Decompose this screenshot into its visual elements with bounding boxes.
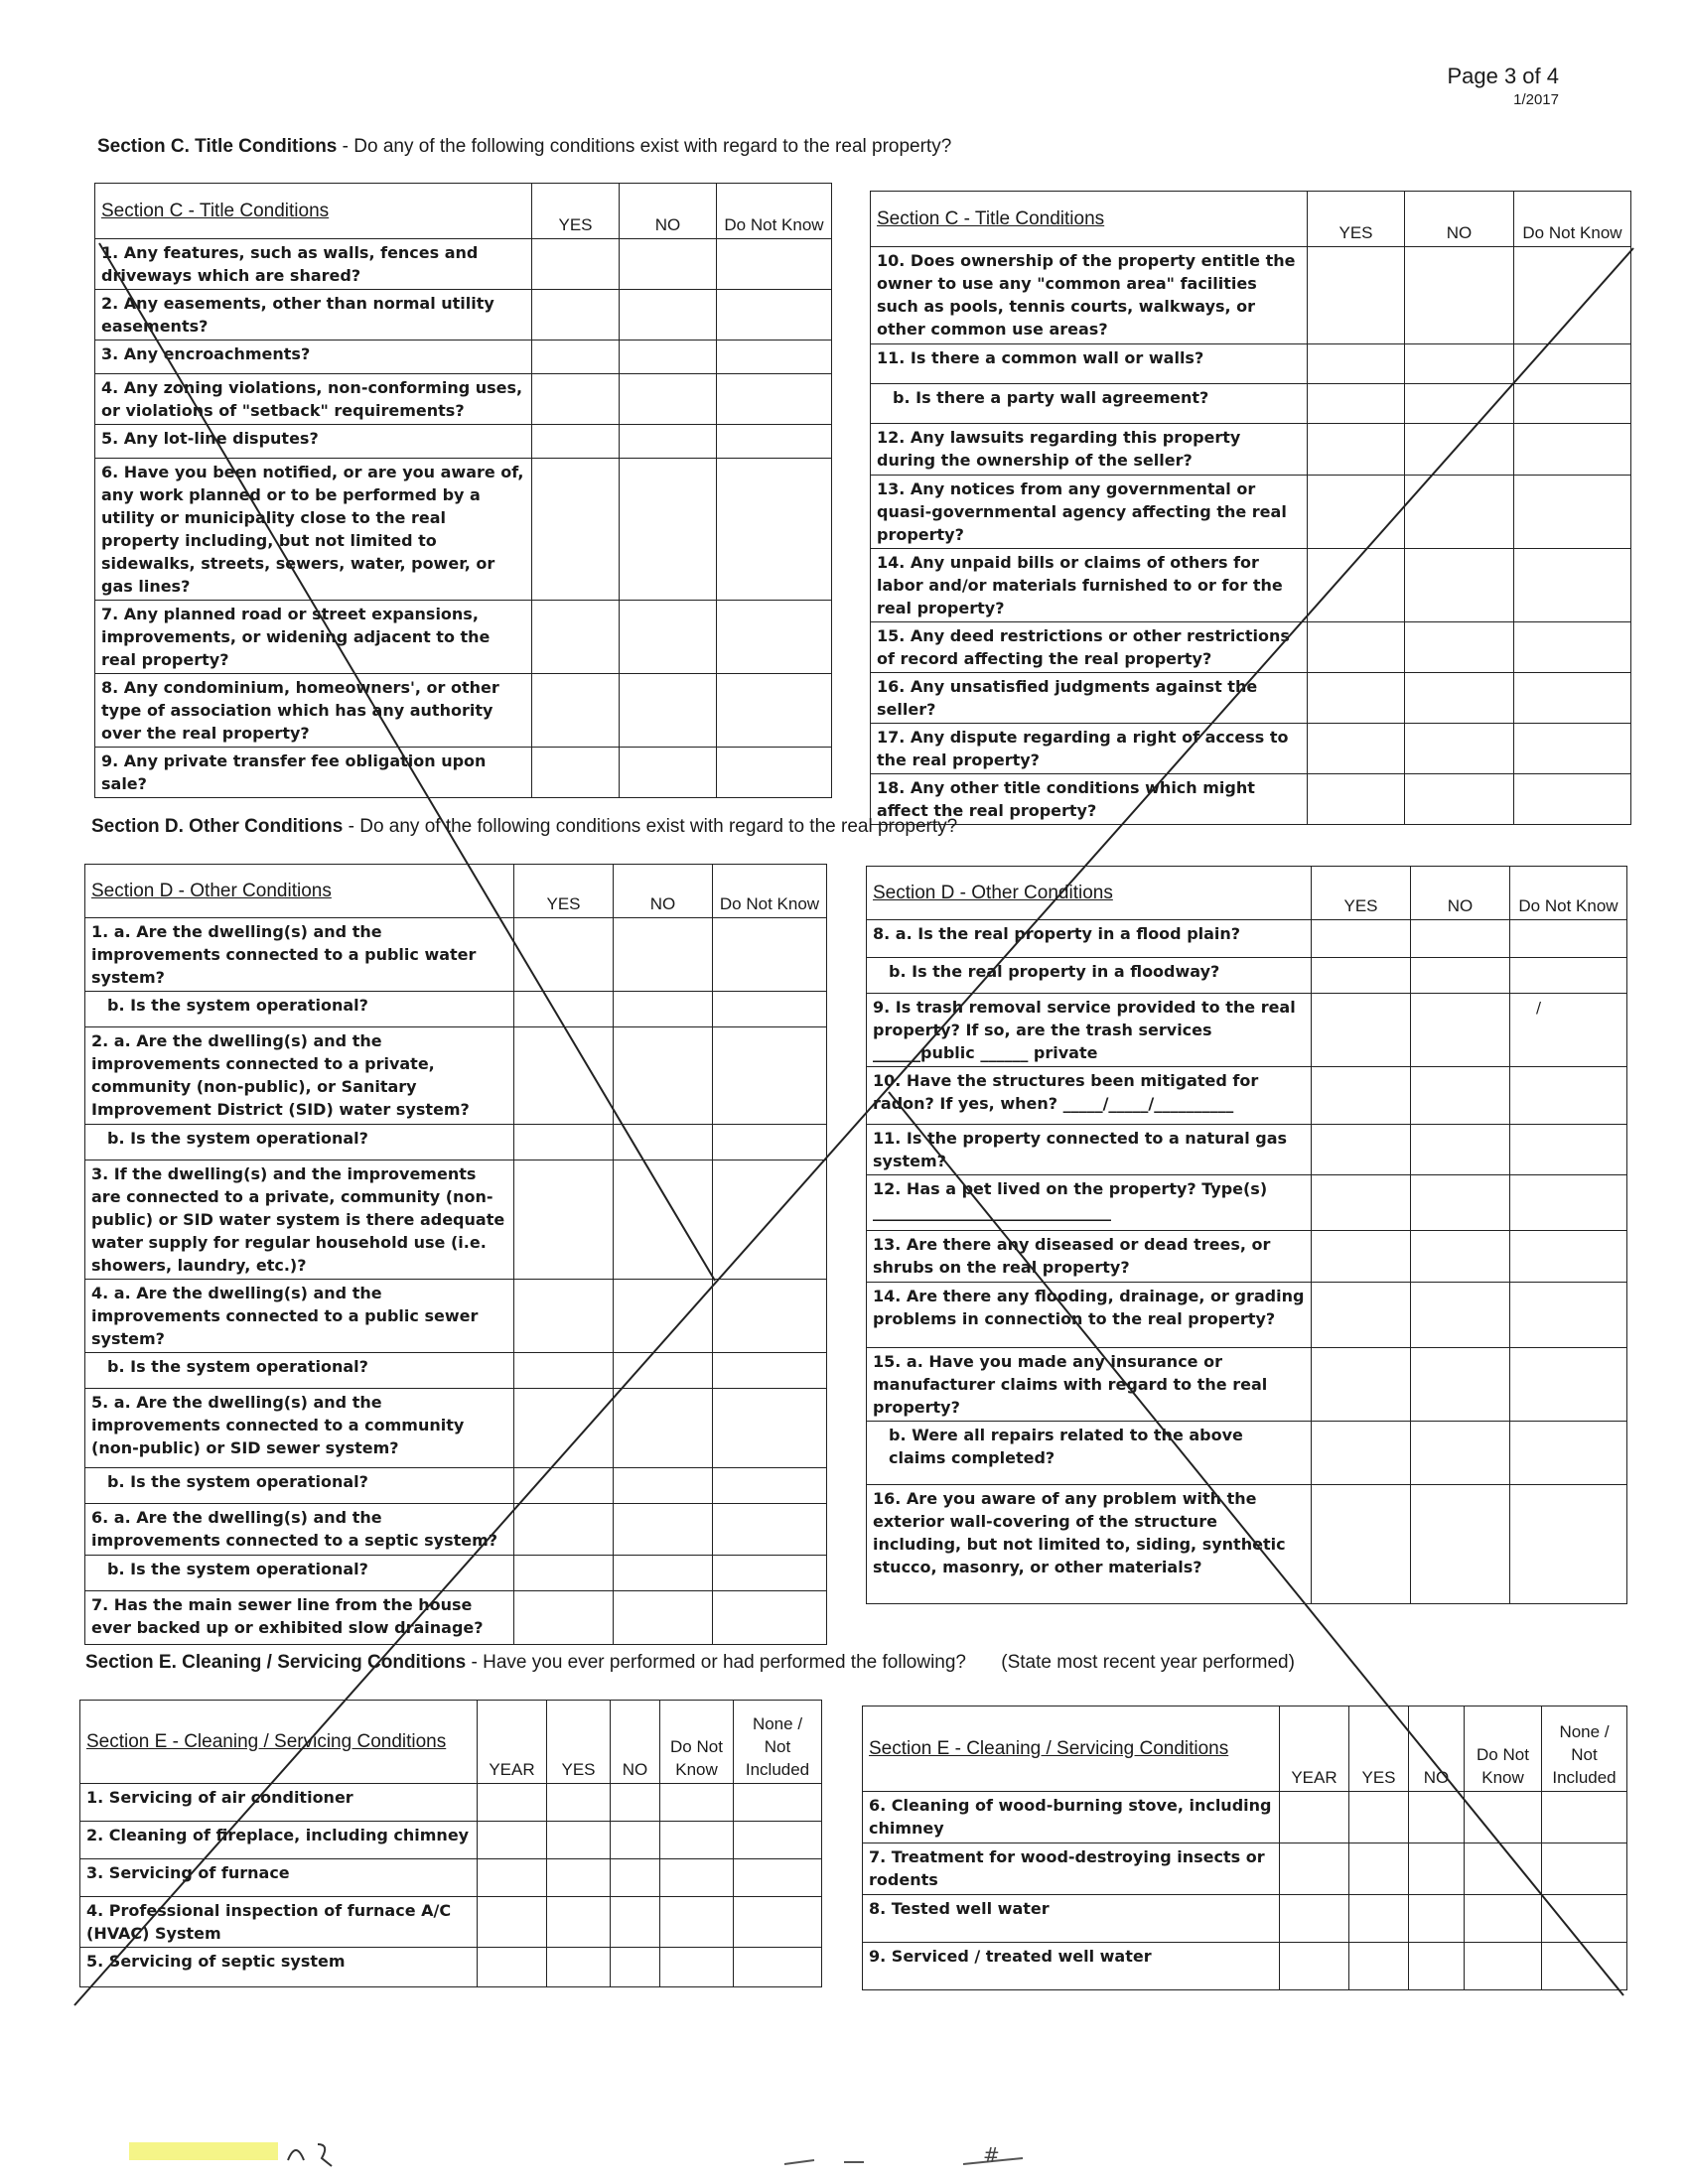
section-e-title: Section E - Cleaning / Servicing Conditions (863, 1706, 1280, 1792)
question-row: 10. Does ownership of the property entitle the owner to use any "common area" facilities such as pools, tennis courts, walkways, or other common use areas? (871, 247, 1308, 344)
question-row: 12. Any lawsuits regarding this property during the ownership of the seller? (871, 424, 1308, 476)
col-do-not-know: Do Not Know (660, 1701, 734, 1784)
col-no: NO (1405, 192, 1514, 247)
section-e-heading-text: - Have you ever performed or had performed the following? (466, 1652, 966, 1673)
col-yes: YES (1349, 1706, 1409, 1792)
question-row: 16. Are you aware of any problem with the exterior wall-covering of the structure including, but not limited to, siding, synthetic stucco, masonry, or other materials? (867, 1485, 1312, 1604)
question-row: 10. Have the structures been mitigated for radon? If yes, when? _____/_____/__________ (867, 1067, 1312, 1125)
question-row: 11. Is the property connected to a natural gas system? (867, 1125, 1312, 1175)
col-do-not-know: Do Not Know (713, 865, 827, 918)
question-row: 7. Any planned road or street expansions, improvements, or widening adjacent to the real property? (95, 601, 532, 674)
question-row: b. Is there a party wall agreement? (871, 384, 1308, 424)
question-row: 7. Treatment for wood-destroying insects or rodents (863, 1843, 1280, 1895)
col-do-not-know: Do Not Know (717, 184, 832, 239)
question-row: 2. Any easements, other than normal utility easements? (95, 290, 532, 341)
col-none-not-included: None / Not Included (734, 1701, 822, 1784)
question-row: 15. Any deed restrictions or other restrictions of record affecting the real property? (871, 622, 1308, 673)
question-row: 8. Tested well water (863, 1895, 1280, 1943)
col-no: NO (614, 865, 713, 918)
question-row: 6. Cleaning of wood-burning stove, including chimney (863, 1792, 1280, 1843)
col-yes: YES (547, 1701, 611, 1784)
section-c-heading-text: - Do any of the following conditions exist with regard to the real property? (337, 136, 952, 157)
section-e-heading-bold: Section E. Cleaning / Servicing Conditions (85, 1652, 467, 1673)
section-e-heading-note: (State most recent year performed) (1001, 1652, 1295, 1673)
question-row: 5. a. Are the dwelling(s) and the improvements connected to a community (non-public) or SID sewer system? (85, 1389, 514, 1468)
col-do-not-know: Do Not Know (1510, 867, 1627, 920)
col-no: NO (1411, 867, 1510, 920)
question-row: 6. a. Are the dwelling(s) and the improvements connected to a septic system? (85, 1504, 514, 1556)
question-row: 2. a. Are the dwelling(s) and the improvements connected to a private, community (non-public), or Sanitary Improvement District (SID) water system? (85, 1027, 514, 1125)
question-row: 13. Are there any diseased or dead trees, or shrubs on the real property? (867, 1231, 1312, 1283)
col-do-not-know: Do Not Know (1514, 192, 1631, 247)
margin-mark: / (1536, 999, 1542, 1017)
question-row: 9. Is trash removal service provided to the real property? If so, are the trash services ______public ______ private (867, 994, 1312, 1067)
question-row: 13. Any notices from any governmental or quasi-governmental agency affecting the real property? (871, 476, 1308, 549)
section-d-heading-bold: Section D. Other Conditions (91, 816, 344, 837)
section-d-title: Section D - Other Conditions (867, 867, 1312, 920)
question-row: 4. Any zoning violations, non-conforming uses, or violations of "setback" requirements? (95, 374, 532, 425)
scribble-mark (288, 2144, 332, 2166)
question-row: 16. Any unsatisfied judgments against the seller? (871, 673, 1308, 724)
question-row: 17. Any dispute regarding a right of access to the real property? (871, 724, 1308, 774)
page-number: Page 3 of 4 (1447, 64, 1559, 88)
question-row: b. Is the system operational? (85, 1353, 514, 1389)
col-yes: YES (1312, 867, 1411, 920)
section-c-heading-bold: Section C. Title Conditions (97, 136, 338, 157)
question-row: 8. Any condominium, homeowners', or other type of association which has any authority over the real property? (95, 674, 532, 748)
question-row: 14. Any unpaid bills or claims of others for labor and/or materials furnished to or for the real property? (871, 549, 1308, 622)
question-row: 6. Have you been notified, or are you aware of, any work planned or to be performed by a utility or municipality close to the real property including, but not limited to sidewalks, streets, sewers, water, power, or gas lines? (95, 459, 532, 601)
strike-line-c-right (74, 248, 1633, 2005)
question-row: 8. a. Is the real property in a flood plain? (867, 920, 1312, 958)
question-row: 5. Any lot-line disputes? (95, 425, 532, 459)
form-date: 1/2017 (1513, 91, 1559, 108)
hash-mark: # (983, 2143, 1000, 2167)
question-row: 12. Has a pet lived on the property? Type(s) ______________________________ (867, 1175, 1312, 1231)
question-row: 11. Is there a common wall or walls? (871, 344, 1308, 384)
question-row: 3. Servicing of furnace (80, 1859, 478, 1897)
bottom-scribbles (89, 2134, 1182, 2174)
question-row: 9. Serviced / treated well water (863, 1943, 1280, 1990)
question-row: 4. a. Are the dwelling(s) and the improvements connected to a public sewer system? (85, 1280, 514, 1353)
question-row: b. Is the system operational? (85, 1468, 514, 1504)
section-c-title: Section C - Title Conditions (871, 192, 1308, 247)
question-row: 15. a. Have you made any insurance or manufacturer claims with regard to the real property? (867, 1348, 1312, 1422)
question-row: 9. Any private transfer fee obligation upon sale? (95, 748, 532, 798)
question-row: 1. Servicing of air conditioner (80, 1784, 478, 1822)
col-none-not-included: None / Not Included (1542, 1706, 1627, 1792)
question-row: 1. Any features, such as walls, fences and driveways which are shared? (95, 239, 532, 290)
question-row: 14. Are there any flooding, drainage, or grading problems in connection to the real property? (867, 1283, 1312, 1348)
strike-line-c-left (99, 243, 715, 1281)
question-row: b. Is the real property in a floodway? (867, 958, 1312, 994)
col-year: YEAR (1280, 1706, 1349, 1792)
section-c-title: Section C - Title Conditions (95, 184, 532, 239)
col-do-not-know: Do Not Know (1465, 1706, 1542, 1792)
col-yes: YES (532, 184, 620, 239)
question-row: 5. Servicing of septic system (80, 1948, 478, 1987)
question-row: 4. Professional inspection of furnace A/C (HVAC) System (80, 1897, 478, 1948)
col-yes: YES (514, 865, 614, 918)
col-no: NO (1409, 1706, 1465, 1792)
question-row: 7. Has the main sewer line from the house ever backed up or exhibited slow drainage? (85, 1591, 514, 1645)
question-row: 2. Cleaning of fireplace, including chimney (80, 1822, 478, 1859)
col-no: NO (620, 184, 717, 239)
section-d-heading-text: - Do any of the following conditions exist with regard to the real property? (343, 816, 958, 837)
section-d-title: Section D - Other Conditions (85, 865, 514, 918)
question-row: 3. Any encroachments? (95, 341, 532, 374)
question-row: 18. Any other title conditions which might affect the real property? (871, 774, 1308, 825)
question-row: b. Is the system operational? (85, 1556, 514, 1591)
question-row: b. Is the system operational? (85, 992, 514, 1027)
question-row: 1. a. Are the dwelling(s) and the improvements connected to a public water system? (85, 918, 514, 992)
question-row: 3. If the dwelling(s) and the improvements are connected to a private, community (non-public) or SID water system is there adequate water supply for regular household use (i.e. showers, laundry, etc.)? (85, 1160, 514, 1280)
strike-line-d-right (889, 1092, 1623, 1995)
yellow-highlight (129, 2142, 278, 2160)
section-e-title: Section E - Cleaning / Servicing Conditions (80, 1701, 478, 1784)
col-no: NO (611, 1701, 660, 1784)
col-yes: YES (1308, 192, 1405, 247)
question-row: b. Were all repairs related to the above claims completed? (867, 1422, 1312, 1485)
col-year: YEAR (478, 1701, 547, 1784)
question-row: b. Is the system operational? (85, 1125, 514, 1160)
